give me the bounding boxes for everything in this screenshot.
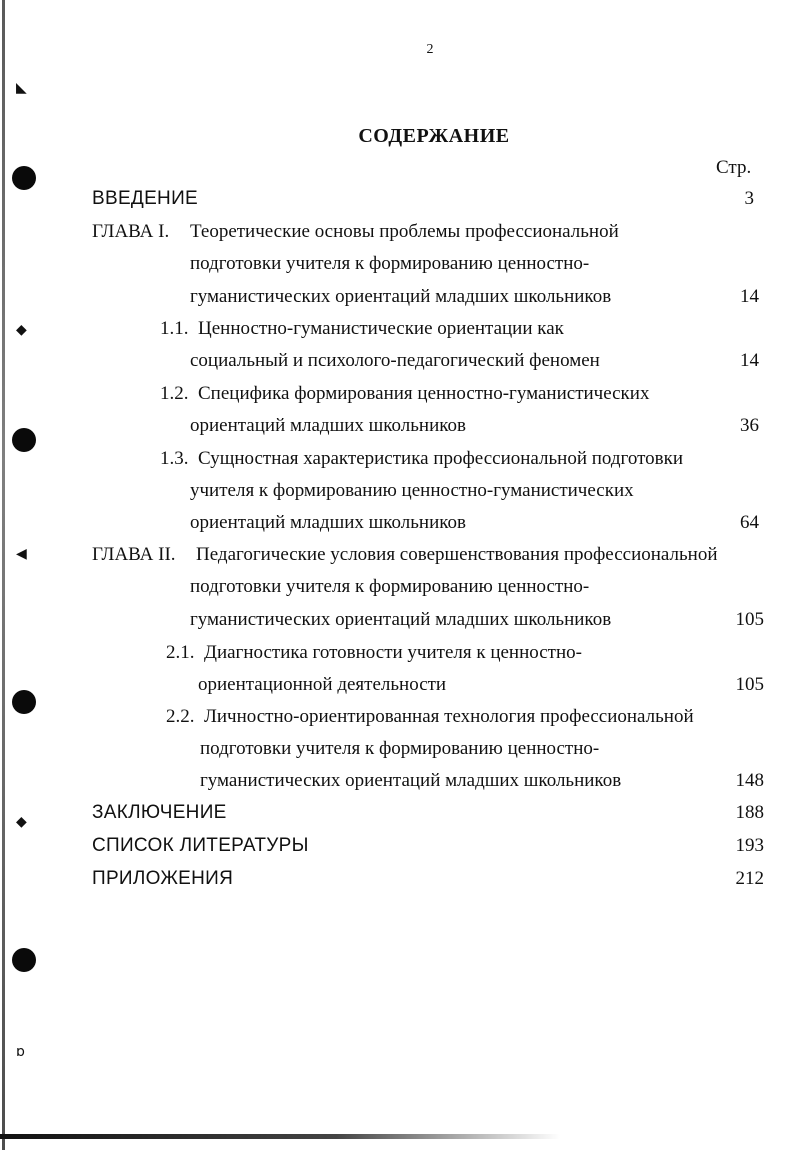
toc-section-1-3-title: Сущностная характеристика профессиональной подготовки bbox=[198, 448, 684, 469]
scan-left-edge bbox=[2, 0, 5, 1150]
toc-section-1-1-label: 1.1. bbox=[160, 318, 189, 339]
toc-section-2-1-label: 2.1. bbox=[166, 642, 195, 663]
scan-speck: ɒ bbox=[16, 1044, 25, 1060]
toc-section-1-1-title: социальный и психолого-педагогический феномен bbox=[190, 350, 600, 371]
toc-entry-conclusion: ЗАКЛЮЧЕНИЕ bbox=[92, 802, 227, 823]
toc-section-2-2-label: 2.2. bbox=[166, 706, 195, 727]
punch-hole-mark bbox=[12, 166, 36, 190]
toc-section-2-2-title: Личностно-ориентированная технология профессиональной bbox=[204, 706, 694, 727]
page-number: 2 bbox=[426, 42, 434, 57]
toc-page-chapter-2: 105 bbox=[735, 609, 764, 630]
toc-page-chapter-1: 14 bbox=[740, 286, 759, 307]
page-title: СОДЕРЖАНИЕ bbox=[358, 125, 510, 147]
toc-chapter-1-title: подготовки учителя к формированию ценностно- bbox=[190, 253, 590, 274]
scan-speck: ◣ bbox=[16, 80, 27, 96]
toc-entry-bibliography: СПИСОК ЛИТЕРАТУРЫ bbox=[92, 835, 309, 856]
page-column-label: Стр. bbox=[716, 157, 752, 178]
toc-section-2-1-title: Диагностика готовности учителя к ценностно- bbox=[204, 642, 582, 663]
scan-speck: ◆ bbox=[16, 322, 27, 338]
toc-chapter-1-label: ГЛАВА I. bbox=[92, 221, 170, 242]
toc-chapter-1-title: гуманистических ориентаций младших школьников bbox=[190, 286, 612, 307]
punch-hole-mark bbox=[12, 948, 36, 972]
toc-section-1-2-title: ориентаций младших школьников bbox=[190, 415, 467, 436]
toc-page-1-3: 64 bbox=[740, 512, 759, 533]
toc-section-1-3-title: ориентаций младших школьников bbox=[190, 512, 467, 533]
toc-section-1-2-title: Специфика формирования ценностно-гуманистических bbox=[198, 383, 650, 404]
scan-speck: ◀ bbox=[16, 546, 27, 562]
toc-section-1-2-label: 1.2. bbox=[160, 383, 189, 404]
toc-chapter-2-title: подготовки учителя к формированию ценностно- bbox=[190, 576, 590, 597]
toc-page-2-1: 105 bbox=[735, 674, 764, 695]
toc-chapter-2-label: ГЛАВА II. bbox=[92, 544, 176, 565]
scan-bottom-edge bbox=[0, 1134, 560, 1139]
toc-page-1-2: 36 bbox=[740, 415, 759, 436]
toc-page-bibliography: 193 bbox=[735, 835, 764, 856]
toc-chapter-2-title: гуманистических ориентаций младших школьников bbox=[190, 609, 612, 630]
toc-section-1-1-title: Ценностно-гуманистические ориентации как bbox=[198, 318, 564, 339]
punch-hole-mark bbox=[12, 690, 36, 714]
toc-entry-intro: ВВЕДЕНИЕ bbox=[92, 188, 199, 209]
toc-chapter-2-title: Педагогические условия совершенствования профессиональной bbox=[196, 544, 718, 565]
toc-page-appendices: 212 bbox=[735, 868, 764, 889]
toc-page-intro: 3 bbox=[744, 188, 754, 209]
toc-entry-appendices: ПРИЛОЖЕНИЯ bbox=[92, 868, 234, 889]
toc-section-2-2-title: гуманистических ориентаций младших школьников bbox=[200, 770, 622, 791]
toc-page-1-1: 14 bbox=[740, 350, 759, 371]
toc-section-2-2-title: подготовки учителя к формированию ценностно- bbox=[200, 738, 600, 759]
toc-page-2-2: 148 bbox=[735, 770, 764, 791]
toc-page-conclusion: 188 bbox=[735, 802, 764, 823]
toc-section-2-1-title: ориентационной деятельности bbox=[198, 674, 447, 695]
scan-speck: ◆ bbox=[16, 814, 27, 830]
toc-chapter-1-title: Теоретические основы проблемы профессиональной bbox=[190, 221, 619, 242]
punch-hole-mark bbox=[12, 428, 36, 452]
toc-section-1-3-title: учителя к формированию ценностно-гуманистических bbox=[190, 480, 634, 501]
toc-section-1-3-label: 1.3. bbox=[160, 448, 189, 469]
